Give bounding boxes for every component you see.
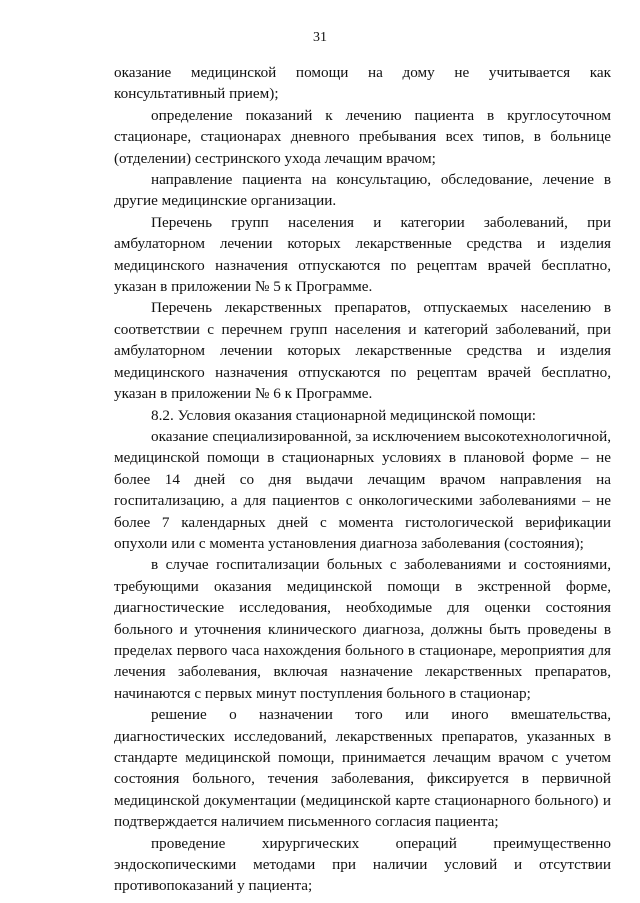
paragraph-home-care-note: оказание медицинской помощи на дому не учитывается как консультативный прием); (114, 64, 611, 103)
section-heading-8-2: 8.2. Условия оказания стационарной медицинской помощи: (151, 406, 536, 424)
paragraph-treatment-decision: решение о назначении того или иного вмешательства, диагностических исследований, лекарственных препаратов, указанных в стандарте медицинской помощи, принимается лечащим врачом с учетом состояния больного, течения заболевания, фиксируется в первичной медицинской документации (медицинской карте стационарного больного) и подтверждается наличием письменного согласия пациента; (114, 706, 611, 831)
paragraph-referral: направление пациента на консультацию, обследование, лечение в другие медицинские организации. (114, 171, 611, 210)
paragraph-specialized-care-terms: оказание специализированной, за исключением высокотехнологичной, медицинской помощи в стационарных условиях в плановой форме – не более 14 дней со дня выдачи лечащим врачом направления на госпитализацию, а для пациентов с онкологическими заболеваниями – не более 7 календарных дней с момента гистологической верификации опухоли или с момента установления диагноза заболевания (состояния); (114, 427, 611, 552)
paragraph-population-groups-list: Перечень групп населения и категории заболеваний, при амбулаторном лечении которых лекарственные средства и изделия медицинского назначения отпускаются по рецептам врачей бесплатно, указан в приложении № 5 к Программе. (114, 213, 611, 296)
page-number: 31 (313, 30, 327, 45)
paragraph-emergency-hospitalization: в случае госпитализации больных с заболеваниями и состояниями, требующими оказания медицинской помощи в экстренной форме, диагностические исследования, необходимые для оценки состояния больного и уточнения клинического диагноза, должны быть проведены в пределах первого часа нахождения больного в стационаре, мероприятия для лечения заболевания, включая назначение лекарственных препаратов, начинаются с первых минут поступления больного в стационар; (114, 556, 611, 702)
document-body (114, 62, 611, 897)
paragraph-hospitalization-indications: определение показаний к лечению пациента в круглосуточном стационаре, стационарах дневного пребывания всех типов, в больнице (отделении) сестринского ухода лечащим врачом; (114, 106, 611, 167)
paragraph-medicines-list: Перечень лекарственных препаратов, отпускаемых населению в соответствии с перечнем групп населения и категорий заболеваний, при амбулаторном лечении которых лекарственные средства и изделия медицинского назначения отпускаются по рецептам врачей бесплатно, указан в приложении № 6 к Программе. (114, 299, 611, 403)
paragraph-endoscopic-surgery: проведение хирургических операций преимущественно эндоскопическими методами при наличии условий и отсутствии противопоказаний у пациента; (114, 834, 611, 895)
